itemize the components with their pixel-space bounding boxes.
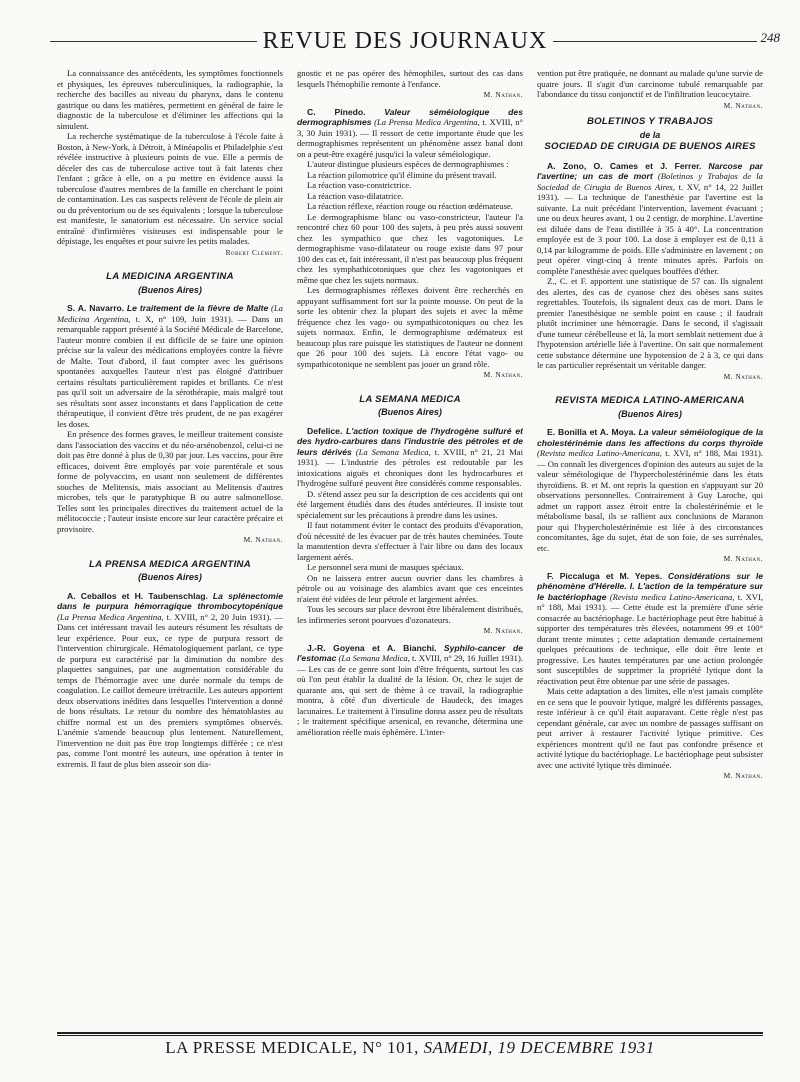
- entry-body: — Il ressort de cette importante étude que les dermographismes représentent un phénomène assez banal dont on a peut-être exagéré jusqu'ici la valeur séméiologique.: [297, 127, 523, 159]
- footer-date: SAMEDI, 19 DECEMBRE 1931: [423, 1038, 655, 1057]
- section-subtitle: (Buenos Aires): [618, 408, 682, 419]
- entry-source: (La Semana Medica,: [338, 653, 410, 663]
- footer-rule: [57, 1035, 763, 1036]
- running-footer: [57, 1038, 763, 1058]
- section-title-connector: de la: [639, 129, 661, 140]
- entry-source: (La Prensa Medica Argentina,: [374, 117, 480, 127]
- entry-title: Narcose par l'avertine; un cas de mort: [537, 160, 763, 181]
- paragraph: Mais cette adaptation a des limites, elle n'est jamais complète en ce sens que le pouvoir lytique, malgré les différents passages, reste inférieur à ce qu'il était auparavant. Cette règle n'est pas cependant générale, car avec un nombre de passages suffisant on peut arriver à restaurer l'activité lytique primitive. Ces expériences montrent qu'il ne faut pas confondre présence et activité lytique du bactériophage. Le bactériophage peut subsister avec une activité lytique très diminuée.: [537, 686, 763, 770]
- entry-source-detail: t. XVIII, n° 3, 30 Juin 1931).: [297, 117, 523, 138]
- entry-author: F. Piccaluga et M. Yepes.: [547, 570, 663, 581]
- entry-body: — Les cas de ce genre sont loin d'être fréquents, surtout les cas où l'on peut établir la dualité de la lésion. Or, chez le sujet de quarante ans, qui sert de thème à ce travail, la radiographie montra, à côté d'un diverticule de Haudeck, des images lacunaires. Le traitement à l'insuline donna assez peu de résultats ; le traitement spécifique arsenical, en revanche, détermina une amélioration réelle mais éphémère. L'inter-: [297, 663, 523, 737]
- section-title: LA PRENSA MEDICA ARGENTINA: [88, 558, 251, 570]
- review-entry: [537, 427, 763, 553]
- entry-source: (La Semana Medica,: [355, 446, 431, 457]
- signature: M. Nathan.: [483, 90, 523, 99]
- entry-body: — L'industrie des pétroles est redoutable par les intoxications aiguës et chroniques dont les hydrocarbures et l'hydrogène sulfuré peuvent être considérés comme responsables.: [297, 457, 523, 488]
- entry-author: Defelice.: [307, 425, 343, 436]
- entry-title: Valeur séméiologique des dermographismes: [297, 106, 523, 127]
- running-header: [50, 26, 780, 56]
- signature: M. Nathan.: [723, 100, 763, 110]
- entry-source-detail: t. XVI, n° 188, Mai 1931).: [537, 591, 763, 612]
- paragraph: On ne laissera entrer aucun ouvrier dans les chambres à pétrole ou au voisinage des alambics avant que ces enceintes n'aient été vidées de leur pétrole et largement aérées.: [297, 572, 523, 604]
- entry-author: E. Bonilla et A. Moya.: [547, 427, 636, 437]
- page-number: 248: [757, 30, 781, 46]
- section-title: REVISTA MEDICA LATINO-AMERICANA: [555, 395, 745, 406]
- review-entry: [537, 161, 763, 277]
- section-title: SOCIEDAD DE CIRUGIA DE BUENOS AIRES: [544, 141, 756, 152]
- entry-source: (La Medicina Argentina,: [57, 303, 283, 324]
- review-entry: [297, 643, 523, 738]
- review-entry: [537, 571, 763, 687]
- review-entry: [297, 107, 523, 160]
- entry-source: (La Prensa Medica Argentina,: [57, 611, 164, 622]
- paragraph: Le personnel sera muni de masques spéciaux.: [307, 562, 464, 572]
- entry-source: (Revista medica Latino-Americana,: [537, 448, 662, 458]
- entry-title: L'action toxique de l'hydrogène sulfuré et des hydro-carbures dans l'industrie des pétroles et de leurs dérivés: [297, 425, 523, 457]
- entry-title: Syphilo-cancer de l'estomac: [297, 642, 523, 663]
- footer-journal: LA PRESSE MEDICALE,: [165, 1038, 358, 1057]
- review-entry: [57, 303, 283, 429]
- journal-section-title: REVUE DES JOURNAUX: [50, 28, 760, 54]
- signature: M. Nathan.: [243, 535, 283, 544]
- paragraph: gnostic et ne pas opérer des hémophiles, surtout des cas dans lesquels l'hémophilie remonte à l'enfance.: [297, 68, 523, 89]
- entry-body: — On connaît les divergences d'opinion des auteurs au sujet de la valeur séméiologique de l'hypercholestérinémie dans les états thyroïdiens. B. et M. ont repris la question en s'appuyant sur 20 observations personnelles. Contrairement à Guy Laroche, qui admet un rapport assez étroit entre la cholestérinémie et le métabolisme basal, ils se rallient aux conclusions de Maranon pour qui l'hypercholestérinémie est liée à des circonstances concomitantes, âge du sujet, état de son foie, de ses surrénales, etc.: [537, 458, 763, 553]
- entry-source-detail: t. XVIII, n° 2, 20 Juin 1931).: [166, 611, 272, 622]
- list-item: La réaction vaso-constrictrice.: [307, 180, 412, 190]
- paragraph: Z., C. et F. apportent une statistique de 57 cas. Ils signalent des alertes, des cas de cyanose chez des obèses sans suites regrettables. Toutefois, ils signalent deux cas de mort. Dans le premier l'anesthésique ne semble point en cause ; il faudrait plutôt incriminer une hémorragie. Dans le second, il s'agissait d'une tumeur cérébelleuse et là, la mort semblait nettement due à l'hypotension artérielle liée à l'avertine. On sait que normalement cette substance détermine une hypotension de 2 à 3, ce qui dans le cas particulier représentait un véritable danger.: [537, 276, 763, 370]
- entry-title: La splénectomie dans le purpura hémorragique thrombocytopénique: [57, 590, 283, 611]
- paragraph: D. s'étend assez peu sur la description de ces accidents qui ont été largement étudiés dans des études antérieures. Il insiste tout spécialement sur les précautions à prendre dans les usines.: [297, 488, 523, 520]
- entry-author: A. Ceballos et H. Taubenschlag.: [67, 590, 208, 601]
- entry-body: — Cette étude est la première d'une série consacrée au bactériophage. Le bactériophage peut être habitué à supporter des températures très élevées, notamment 99 et 100° durant trente minutes ; cette adaptation demande certainement quelques précautions de technique, elle doit être lente et progressive. Les hautes températures par une action prolongée sont susceptibles de supprimer la propriété lytique dont la réactivation peut être obtenue par une série de passages.: [537, 602, 763, 686]
- entry-source-detail: t. XVIII, n° 29, 16 Juillet 1931).: [412, 653, 523, 663]
- entry-author: J.-R. Goyena et A. Bianchi.: [307, 642, 437, 653]
- paragraph: Il faut notamment éviter le contact des produits d'évaporation, d'où nécessité de les évacuer par de très hautes cheminées. Toute la manutention devra s'effectuer à l'air libre ou dans des locaux largement aérés.: [297, 520, 523, 562]
- entry-author: A. Zono, O. Cames et J. Ferrer.: [547, 160, 702, 171]
- section-subtitle: (Buenos Aires): [378, 407, 442, 417]
- entry-body: — Dans cet intéressant travail les auteurs résument les résultats de leur expérience. Pour eux, ce type de purpura ressort de l'intervention chirurgicale. Hématologiquement parlant, ce type de purpura est caractérisé par la diminution du nombre des plaquettes sanguines, par une augmentation considérable du temps de l'hémorragie avec une durée normale du temps de coagulation. Le caillot demeure irrétractile. Les auteurs apportent deux observations inédites dans lesquelles l'intervention a donné de bons résultats. Le retour du nombre des hématoblastes au chiffre normal est un des premiers symptômes observés. L'anémie s'amende beaucoup plus lentement. Naturellement, l'intervention ne doit pas être trop longtemps différée ; ce n'est pas, comme l'ont montré les auteurs, une opération à tenter in extremis. Il faut de plus bien asseoir son dia-: [57, 611, 283, 769]
- footer-rule: [57, 1032, 763, 1034]
- entry-body: — La technique de l'anesthésie par l'avertine est la suivante. La nuit précédant l'intervention, lavement évacuant ; une ou deux heures avant, 1 ou 2 centigr. de morphine. L'avertine est diluée dans de l'eau distillée à 35 à 40°. La concentration employée est de 3 pour 100. La dose à employer est de 0,11 à 0,14 par kilogramme de poids. Elle s'administre en lavement ; on peut opérer vingt-cinq à trente minutes après. Parfois on complète l'anesthésie avec quelques bouffées d'éther.: [537, 192, 763, 276]
- entry-body: — Dans un remarquable rapport présenté à la Société Médicale de Barcelone, l'auteur montre combien il est difficile de se faire une opinion précise sur la valeur des médications employées contre la fièvre de Malte. Tout d'abord, il faut compter avec les guérisons spontanées auxquelles l'auteur n'est pas éloigné d'attribuer certains résultats particulièrement rapides et brillants. Ce n'est pas qu'il soit un adversaire de la sérothérapie, mais malgré tout ses résultats sont assez inconstants et dans l'application de cette thérapeutique, il convient d'être très prudent, de ne pas exagérer les doses.: [57, 313, 283, 429]
- paragraph: Tous les secours sur place devront être libéralement distribués, les infirmeries seront pourvues d'ozonateurs.: [297, 604, 523, 625]
- list-item: La réaction pilomotrice qu'il élimine du présent travail.: [307, 169, 497, 180]
- column-1: [57, 68, 283, 1030]
- article-columns: [57, 68, 763, 1030]
- paragraph: En présence des formes graves, le meilleur traitement consiste dans l'association des vaccins et du néo-arsénobenzol, celui-ci ne doit pas être donné à plus de 0,30 par jour. Les vaccins, pour être efficaces, doivent être employés par voie parentérale et sous forme de polyvaccins, en usant non seulement de différentes souches de Melitensis, mais associant au Melitensis d'autres microbes, tels que le paratyphique B ou autre salmonellose. Telles sont les principales directives du traitement actuel de la mélitococcie ; l'auteur insiste encore sur leur caractère précaire et provisoire.: [57, 429, 283, 534]
- section-subtitle: (Buenos Aires): [138, 284, 202, 295]
- column-2: [297, 68, 523, 1030]
- paragraph: Le dermographisme blanc ou vaso-constricteur, l'auteur l'a rencontré chez 60 pour 100 des sujets, à peu près aussi souvent chez les sympathico que chez les vagotoniques. Le dermographisme vaso-dilatateur ou rouge existe dans 97 pour 100 des cas et, fait intéressant, il n'est pas beaucoup plus fréquent chez les symphathicotoniques que chez les vagotoniques et même que chez les sujets normaux.: [297, 211, 523, 285]
- signature: Robert Clément.: [225, 247, 283, 257]
- signature: M. Nathan.: [723, 554, 763, 563]
- column-3: [537, 68, 763, 1030]
- entry-author: S. A. Navarro.: [67, 303, 125, 313]
- signature: M. Nathan.: [483, 370, 523, 379]
- paragraph: La recherche systématique de la tuberculose à l'école faite à Boston, à New-York, à Détroit, à Minéapolis et Philadelphie s'est révélée instructive à plusieurs points de vue. Elle a permis de déceler des cas de tuberculose active tout à fait latents chez l'enfant ; grâce à elle, on a pu mettre en évidence aussi la tuberculose d'autres membres de la famille en cherchant le point de contamination. Les cas suspects relèvent de l'école de plein air ou du préventorium ou de ses équivalents ; lorsque la tuberculose est manifeste, le sanatorium est nécessaire. Un service social entraîné d'infirmières visiteuses est indispensable pour le dépistage, les enquêtes et pour suivre les petits malades.: [57, 131, 283, 246]
- section-title: BOLETINOS Y TRABAJOS: [586, 116, 714, 127]
- section-subtitle: (Buenos Aires): [138, 572, 202, 582]
- entry-title: Le traitement de la fièvre de Malte: [126, 303, 269, 313]
- entry-source-detail: t. XVIII, n° 21, 21 Mai 1931).: [297, 446, 523, 467]
- signature: M. Nathan.: [483, 626, 523, 635]
- entry-source: (Revista medica Latino-Americana,: [609, 591, 735, 602]
- paragraph: La connaissance des antécédents, les symptômes fonctionnels et physiques, les épreuves tuberculiniques, la radiographie, la recherche des bacilles au niveau du pharynx, dans le contenu gastrique ou dans les matières, permettent en général de faire le diagnostic de la tuberculose et d'éliminer les affections qui la simulent.: [57, 68, 283, 131]
- list-item: La réaction vaso-dilatatrice.: [307, 190, 404, 201]
- signature: M. Nathan.: [723, 771, 763, 780]
- footer-issue: N° 101,: [362, 1038, 419, 1057]
- review-entry: [297, 426, 523, 489]
- entry-source-detail: t. XV, n° 14, 22 Juillet 1931).: [537, 181, 763, 202]
- section-title: LA MEDICINA ARGENTINA: [106, 271, 234, 282]
- entry-source: (Boletinos y Trabajos de la Sociedad de Cirugia de Buenos Aires,: [537, 171, 763, 192]
- entry-source-detail: t. XVI, n° 188, Mai 1931).: [665, 448, 763, 458]
- signature: M. Nathan.: [723, 371, 763, 381]
- entry-title: Considérations sur le phénomène d'Hérelle. I. L'action de la température sur le bactériophage: [537, 570, 763, 602]
- paragraph: vention put être pratiquée, ne donnant au malade qu'une survie de quatre jours. Il s'agit d'un carcinome tubulé remarquable par l'abondance du tissu conjonctif et de l'infiltration leucocytaire.: [537, 68, 763, 99]
- section-title: LA SEMANA MEDICA: [359, 393, 461, 405]
- entry-author: C. Pinedo.: [307, 106, 366, 117]
- entry-title: La valeur séméiologique de la cholestérinémie dans les affections du corps thyroïde: [537, 427, 763, 448]
- entry-source-detail: t. X, n° 109, Juin 1931).: [135, 313, 233, 324]
- paragraph: L'auteur distingue plusieurs espèces de dermographismes :: [307, 159, 509, 169]
- review-entry: [57, 591, 283, 770]
- paragraph: Les dermographismes réflexes doivent être recherchés en appuyant suffisamment fort sur la pointe mousse. On peut de la sorte les obtenir chez la plupart des sujets et avec la même fréquence chez les vago- ou sympathicotoniques ou chez les sujets normaux. Enfin, le dermographisme œdémateux est beaucoup plus rare puisque les statistiques de l'auteur ne donnent que 26 pour 100 des sujets. Là encore l'état vago- ou sympathicotonique ne semblent pas jouer un grand rôle.: [297, 285, 523, 369]
- list-item: La réaction réflexe, réaction rouge ou réaction œdémateuse.: [307, 201, 513, 211]
